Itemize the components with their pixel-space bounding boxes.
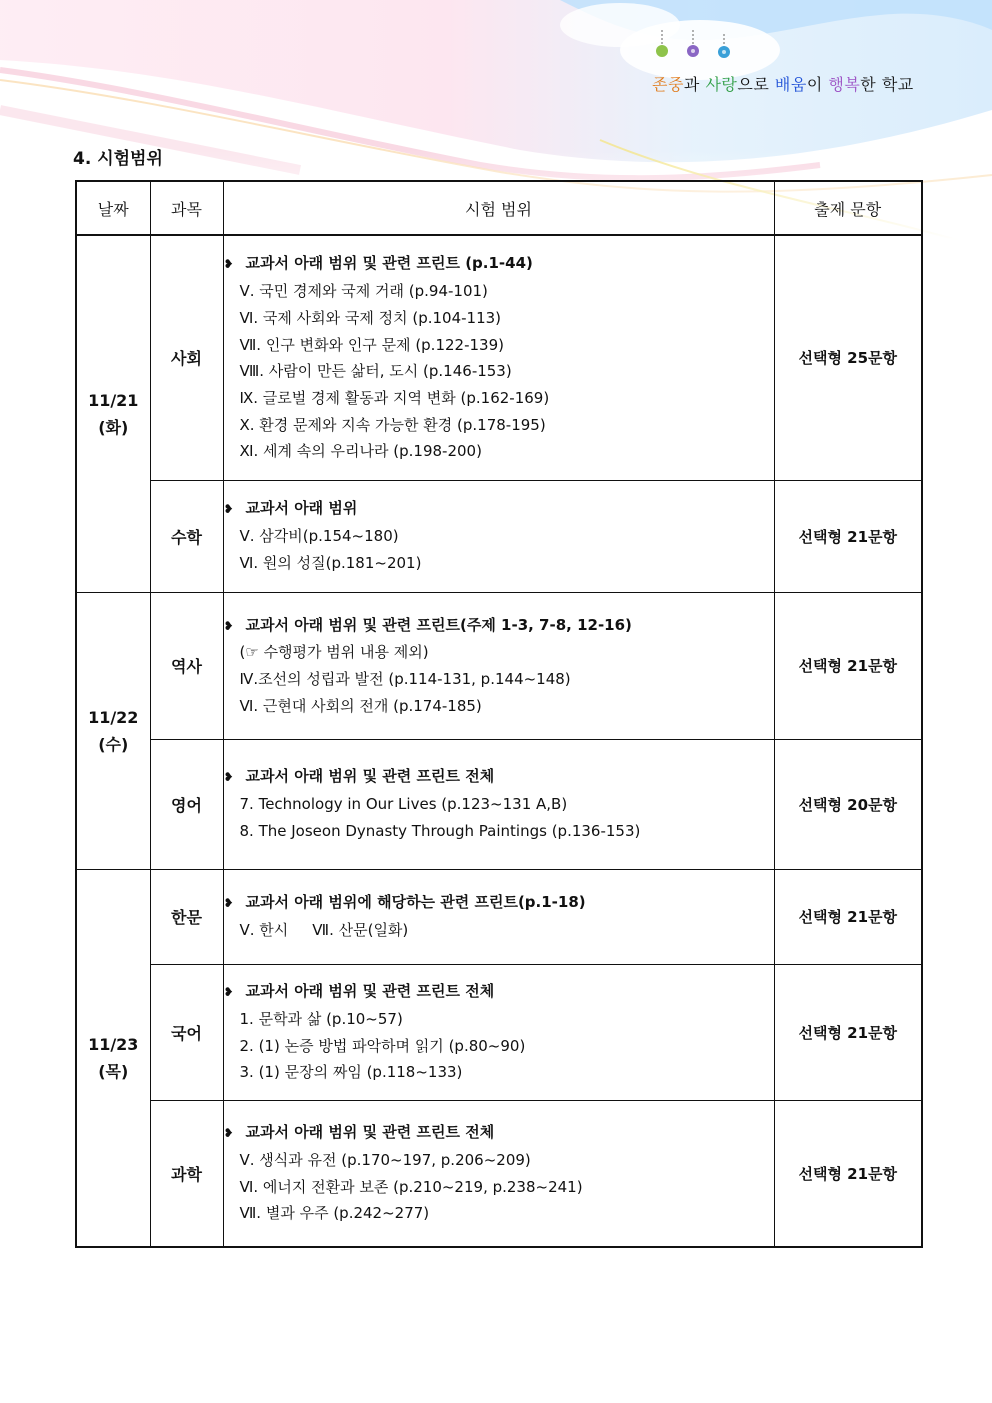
table-row <box>76 869 922 964</box>
weekday-text: (화) <box>98 417 129 437</box>
date-cell <box>76 592 150 869</box>
range-line: (☞ 수행평가 범위 내용 제외) <box>239 643 429 662</box>
range-line: Ⅺ. 세계 속의 우리나라 (p.198-200) <box>239 442 482 461</box>
subject-cell: 사회 <box>150 235 223 480</box>
bullet-icon: ❥ <box>223 985 234 1000</box>
range-line: Ⅶ. 별과 우주 (p.242~277) <box>239 1204 430 1223</box>
bullet-icon: ❥ <box>223 896 234 911</box>
subject-cell: 과학 <box>150 1100 223 1247</box>
bullet-icon: ❥ <box>223 502 234 517</box>
count-cell: 선택형 21문항 <box>774 869 922 964</box>
range-line: Ⅷ. 사람이 만든 삶터, 도시 (p.146-153) <box>239 362 512 381</box>
school-motto <box>652 72 914 95</box>
range-line: 7. Technology in Our Lives (p.123~131 A,B) <box>239 795 568 814</box>
subject-cell: 수학 <box>150 480 223 592</box>
range-line: Ⅴ. 국민 경제와 국제 거래 (p.94-101) <box>239 282 488 301</box>
count-cell: 선택형 21문항 <box>774 1100 922 1247</box>
range-title: ❥ 교과서 아래 범위 및 관련 프린트 전체 <box>224 978 774 1006</box>
range-line: Ⅴ. 삼각비(p.154~180) <box>239 527 399 546</box>
bullet-icon: ❥ <box>223 770 234 785</box>
motto-part: 이 <box>806 75 829 94</box>
range-line: 2. (1) 논증 방법 파악하며 읽기 (p.80~90) <box>239 1036 526 1055</box>
weekday-text: (수) <box>98 734 129 754</box>
range-line: Ⅵ. 근현대 사회의 전개 (p.174-185) <box>239 696 482 715</box>
motto-part: 과 <box>683 75 706 94</box>
table-row <box>76 739 922 869</box>
range-line: 8. The Joseon Dynasty Through Paintings (p.136-153) <box>239 821 641 840</box>
table-row <box>76 235 922 480</box>
range-line: Ⅹ. 환경 문제와 지속 가능한 환경 (p.178-195) <box>239 415 546 434</box>
range-cell <box>223 869 774 964</box>
date-text: 11/22 <box>88 707 139 727</box>
range-line: 1. 문학과 삶 (p.10~57) <box>239 1009 403 1028</box>
motto-part: 으로 <box>737 75 775 94</box>
range-line: Ⅳ.조선의 성립과 발전 (p.114-131, p.144~148) <box>239 670 571 688</box>
range-line: Ⅵ. 국제 사회와 국제 정치 (p.104-113) <box>239 308 502 327</box>
range-title: ❥ 교과서 아래 범위에 해당하는 관련 프린트(p.1-18) <box>224 889 774 917</box>
count-cell: 선택형 25문항 <box>774 235 922 480</box>
range-line <box>224 917 774 944</box>
range-line: Ⅵ. 원의 성질(p.181~201) <box>239 553 422 572</box>
date-text: 11/23 <box>88 1034 139 1054</box>
section-title: 4. 시험범위 <box>73 149 163 169</box>
range-line: Ⅸ. 글로벌 경제 활동과 지역 변화 (p.162-169) <box>239 388 550 407</box>
range-cell <box>223 739 774 869</box>
date-text: 11/21 <box>88 390 139 410</box>
range-title: ❥ 교과서 아래 범위 및 관련 프린트 (p.1-44) <box>224 250 774 278</box>
range-title: ❥ 교과서 아래 범위 및 관련 프린트(주제 1-3, 7-8, 12-16) <box>224 612 774 640</box>
table-row <box>76 592 922 739</box>
table-row <box>76 964 922 1100</box>
bullet-icon: ❥ <box>223 1126 234 1141</box>
date-cell <box>76 869 150 1247</box>
bullet-icon: ❥ <box>223 618 234 633</box>
range-title: ❥ 교과서 아래 범위 및 관련 프린트 전체 <box>224 1119 774 1147</box>
range-title: ❥ 교과서 아래 범위 및 관련 프린트 전체 <box>224 763 774 791</box>
range-item: Ⅴ. 한시 <box>239 921 289 939</box>
range-cell <box>223 964 774 1100</box>
table-row <box>76 1100 922 1247</box>
range-line: 3. (1) 문장의 짜임 (p.118~133) <box>239 1063 463 1082</box>
motto-part: 배움 <box>774 75 807 94</box>
range-cell <box>223 1100 774 1247</box>
bullet-icon: ❥ <box>223 257 234 272</box>
table-row <box>76 480 922 592</box>
header-subject: 과목 <box>150 181 223 235</box>
range-title: ❥ 교과서 아래 범위 <box>224 495 774 523</box>
subject-cell: 역사 <box>150 592 223 739</box>
motto-part: 행복 <box>828 75 861 94</box>
table-header-row <box>76 181 922 235</box>
count-cell: 선택형 21문항 <box>774 592 922 739</box>
count-cell: 선택형 21문항 <box>774 964 922 1100</box>
subject-cell: 영어 <box>150 739 223 869</box>
exam-range-table <box>75 180 923 1248</box>
range-cell <box>223 592 774 739</box>
motto-part: 사랑 <box>705 75 738 94</box>
weekday-text: (목) <box>98 1061 129 1081</box>
range-item: Ⅶ. 산문(일화) <box>312 921 409 939</box>
range-line: Ⅴ. 생식과 유전 (p.170~197, p.206~209) <box>239 1151 531 1170</box>
header-date: 날짜 <box>76 181 150 235</box>
date-cell <box>76 235 150 592</box>
range-line: Ⅶ. 인구 변화와 인구 문제 (p.122-139) <box>239 335 504 354</box>
range-line: Ⅵ. 에너지 전환과 보존 (p.210~219, p.238~241) <box>239 1177 583 1196</box>
header-count: 출제 문항 <box>774 181 922 235</box>
motto-part: 한 학교 <box>860 75 914 94</box>
subject-cell: 국어 <box>150 964 223 1100</box>
motto-part: 존중 <box>652 75 684 94</box>
count-cell: 선택형 21문항 <box>774 480 922 592</box>
range-cell <box>223 235 774 480</box>
header-range: 시험 범위 <box>223 181 774 235</box>
range-cell <box>223 480 774 592</box>
count-cell: 선택형 20문항 <box>774 739 922 869</box>
subject-cell: 한문 <box>150 869 223 964</box>
